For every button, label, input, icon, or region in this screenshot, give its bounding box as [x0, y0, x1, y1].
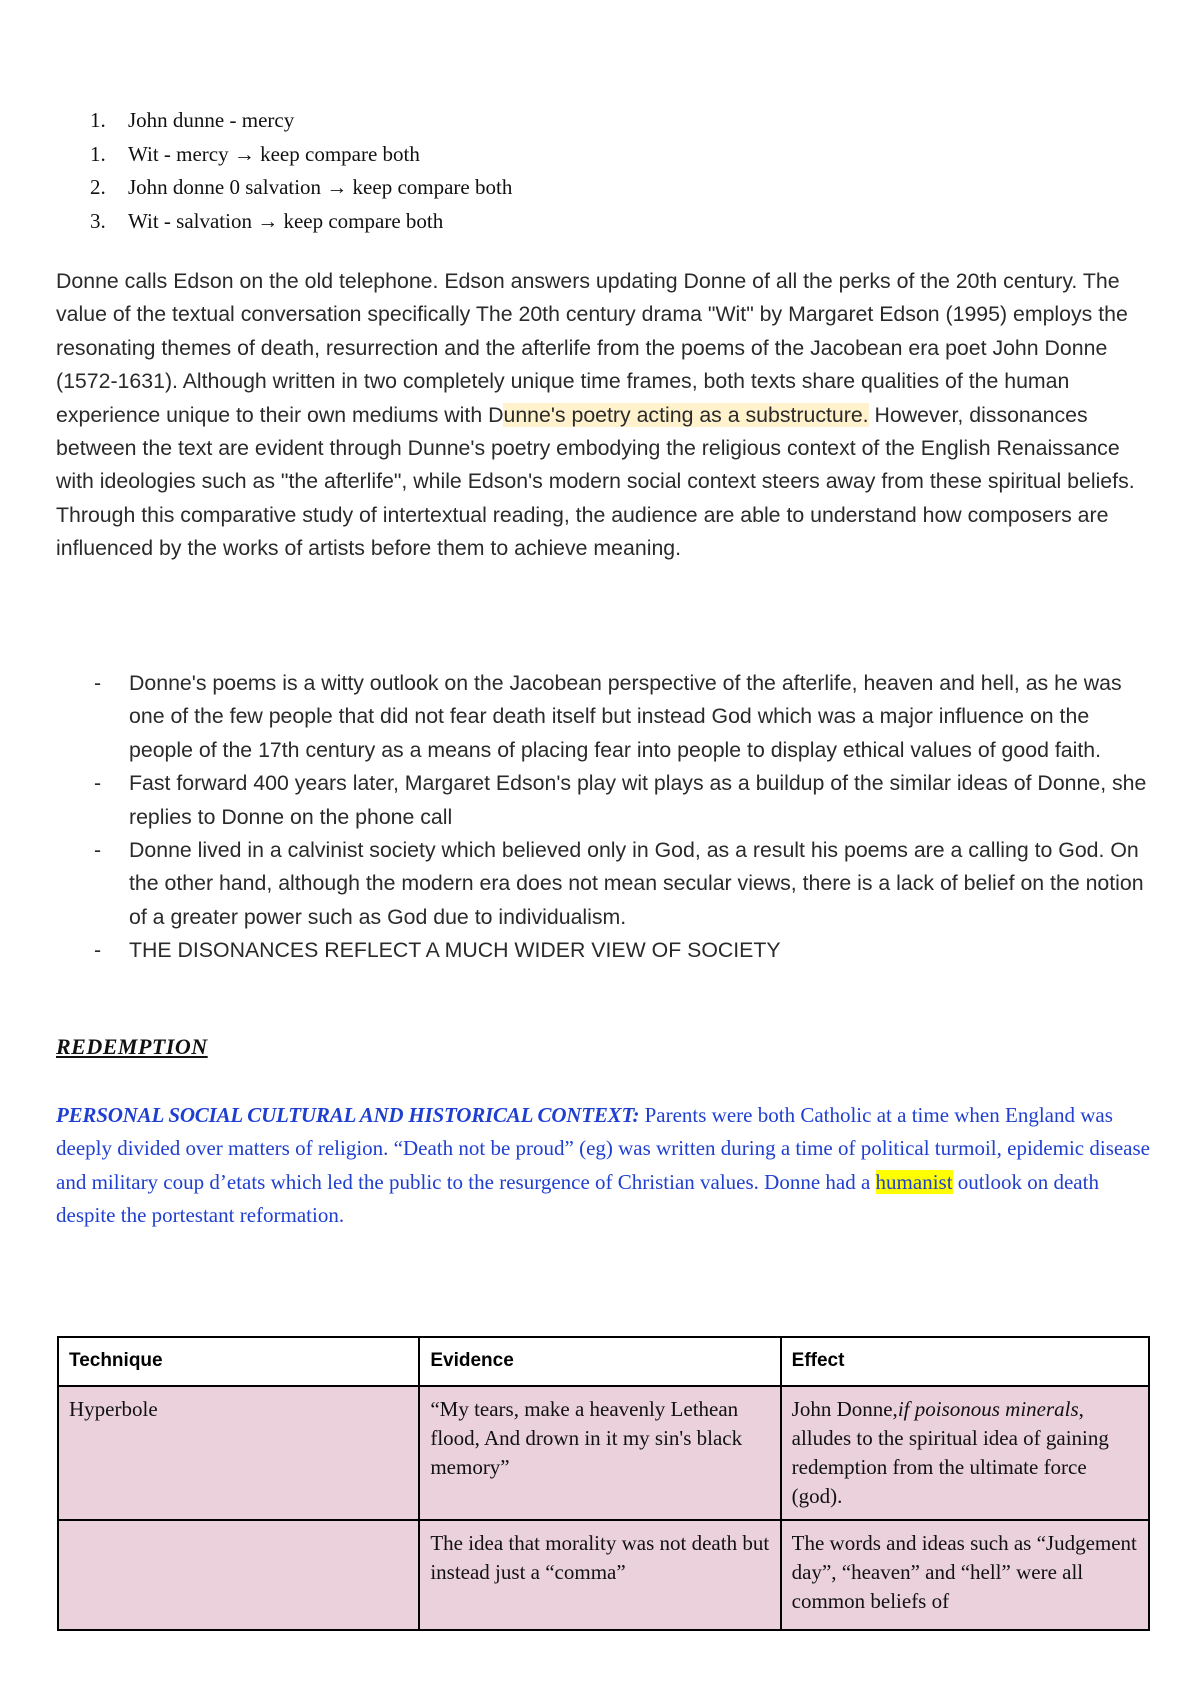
- list-item: [90, 138, 512, 172]
- list-item-text: Donne lived in a calvinist society which believed only in God, as a result his poems are a calling to God. On the other hand, although the modern era does not mean secular views, there is a lack of belief on the notion of a greater power such as God due to individualism.: [129, 838, 1144, 929]
- intro-text: [56, 265, 1156, 566]
- dash-bullet: -: [94, 771, 102, 796]
- evidence-cell: “My tears, make a heavenly Lethean flood, And drown in it my sin's black memory”: [419, 1386, 780, 1520]
- list-item-text: Donne's poems is a witty outlook on the Jacobean perspective of the afterlife, heaven and hell, as he was one of the few people that did not fear death itself but instead God which was a major influence on the people of the 17th century as a means of placing fear into people to display ethical values of good faith.: [129, 671, 1122, 762]
- effect-text-start: John Donne,: [791, 1397, 898, 1421]
- context-lead: PERSONAL SOCIAL CULTURAL AND HISTORICAL CONTEXT:: [56, 1103, 640, 1127]
- table-row: [58, 1386, 1149, 1520]
- list-item: [90, 205, 512, 239]
- list-number: 3.: [90, 208, 106, 233]
- intro-text-start: Donne calls Edson on the old telephone. Edson answers updating Donne of all the perks of the 20th century. The value of the textual conversation specifically The 20th century drama "Wit" by Margaret Edson (1995) employs the resonating themes of death, resurrection and the afterlife from the poems of the Jacobean era poet John Donne (1572-1631). Although written in two completely unique time frames, both texts share qualities of the human experience unique to their own mediums with D: [56, 269, 1128, 427]
- effect-cell: [781, 1386, 1149, 1520]
- context-paragraph: [56, 1099, 1156, 1233]
- list-number: 2.: [90, 175, 106, 199]
- column-header-effect: Effect: [781, 1337, 1149, 1386]
- highlighted-phrase: unne's poetry acting as a substructure.: [503, 402, 869, 427]
- technique-cell: Hyperbole: [58, 1386, 419, 1520]
- numbered-list: [90, 104, 512, 238]
- context-text-start: Parents were both Catholic at a time when England was deeply divided over matters of religion. “Death not be proud” (eg) was written during a time of political turmoil, epidemic disease and military coup d’etats which led the public to the resurgence of Christian values. Donne had a: [56, 1103, 1150, 1194]
- column-header-technique: Technique: [58, 1337, 419, 1386]
- list-item-text: Wit - mercy → keep compare both: [128, 141, 420, 166]
- dash-bullet: -: [94, 938, 102, 963]
- list-item: [56, 667, 1156, 767]
- effect-cell: [781, 1520, 1149, 1630]
- dash-list: [56, 667, 1156, 968]
- intro-text-end: However, dissonances between the text are evident through Dunne's poetry embodying the religious context of the English Renaissance with ideologies such as "the afterlife", while Edson's modern social context steers away from these spiritual beliefs. Through this comparative study of intertextual reading, the audience are able to understand how composers are influenced by the works of artists before them to achieve meaning.: [56, 402, 1135, 561]
- list-item-text: Fast forward 400 years later, Margaret Edson's play wit plays as a buildup of the similar ideas of Donne, she replies to Donne on the phone call: [129, 771, 1147, 829]
- highlighted-word: humanist: [875, 1169, 953, 1194]
- effect-text-end: , alludes to the spiritual idea of gaining redemption from the ultimate force (god).: [791, 1397, 1109, 1508]
- evidence-cell: The idea that morality was not death but instead just a “comma”: [419, 1520, 780, 1630]
- column-header-evidence: Evidence: [419, 1337, 780, 1386]
- list-number: 1.: [90, 108, 106, 132]
- table-header-row: [58, 1337, 1149, 1386]
- effect-quote: if poisonous minerals: [897, 1397, 1079, 1421]
- dash-bullet: -: [94, 838, 102, 863]
- technique-cell: [58, 1520, 419, 1630]
- list-item: [90, 171, 512, 205]
- list-item: [90, 104, 512, 138]
- analysis-table: [57, 1336, 1150, 1631]
- context-text-end: outlook on death despite the portestant reformation.: [56, 1169, 1099, 1228]
- list-item: [56, 767, 1156, 834]
- dash-bullet: -: [94, 671, 102, 695]
- table-row: [58, 1520, 1149, 1630]
- list-item-text: Wit - salvation → keep compare both: [128, 208, 444, 233]
- list-item-text: John donne 0 salvation → keep compare both: [128, 175, 513, 199]
- list-item-text: THE DISONANCES REFLECT A MUCH WIDER VIEW OF SOCIETY: [129, 938, 781, 963]
- intro-paragraph: [56, 265, 1156, 566]
- list-item: [56, 834, 1156, 934]
- section-heading: REDEMPTION: [56, 1034, 208, 1059]
- effect-text-start: The words and ideas such as “Judgement day”, “heaven” and “hell” were all common beliefs of: [791, 1531, 1137, 1613]
- list-item-text: John dunne - mercy: [128, 108, 295, 132]
- list-item: [56, 934, 1156, 967]
- list-number: 1.: [90, 141, 106, 166]
